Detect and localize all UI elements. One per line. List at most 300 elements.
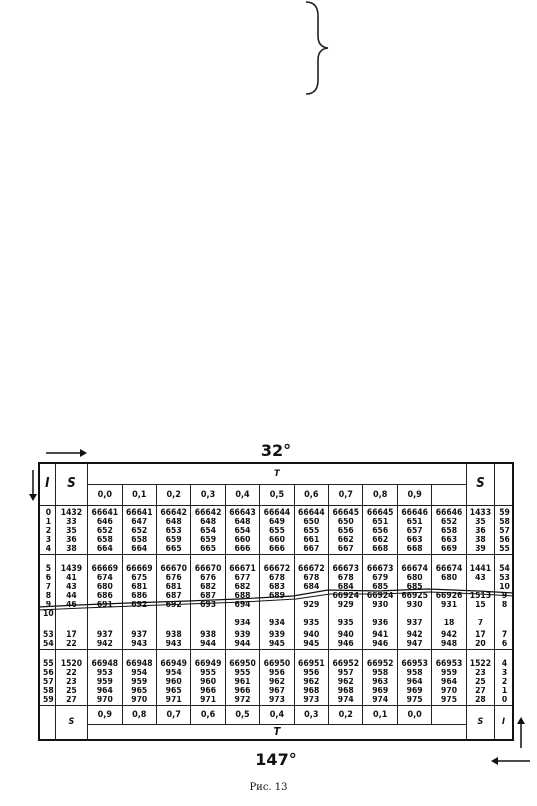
s-value: 43: [55, 583, 87, 592]
table-cell: [88, 619, 122, 628]
spacer: [39, 555, 55, 563]
table-row: [39, 562, 513, 574]
table-row: [39, 601, 513, 610]
s-right-value: 25: [466, 678, 494, 687]
spacer: [88, 555, 122, 563]
table-cell: 962: [260, 678, 294, 687]
s-value: 35: [55, 527, 87, 536]
spacer: [495, 555, 513, 563]
spacer: [397, 650, 431, 658]
row-index: 5: [39, 562, 55, 574]
row-index-right: 3: [495, 669, 513, 678]
table-cell: 658: [122, 536, 156, 545]
table-cell: 656: [329, 527, 363, 536]
s-right-value: [466, 583, 494, 592]
top-col-label: 0,1: [122, 485, 156, 506]
t-header-top: T: [88, 463, 467, 485]
table-row: [39, 640, 513, 650]
s-right-value: 36: [466, 527, 494, 536]
table-cell: [55, 619, 87, 628]
row-index: 6: [39, 574, 55, 583]
spacer: [397, 555, 431, 563]
top-col-label: 0,2: [156, 485, 190, 506]
table-cell: [397, 610, 431, 619]
spacer: [156, 555, 190, 563]
table-row: [39, 506, 513, 519]
row-index: 0: [39, 506, 55, 519]
table-cell: 666: [260, 545, 294, 555]
table-cell: 660: [260, 536, 294, 545]
row-index: 9: [39, 601, 55, 610]
bottom-col-label: 0,8: [122, 706, 156, 725]
table-cell: 942: [397, 628, 431, 640]
arrow-down-left-icon: [28, 468, 38, 502]
spacer: [225, 555, 259, 563]
table-cell: 66642: [191, 506, 225, 519]
table-cell: 663: [432, 536, 466, 545]
table-cell: 655: [260, 527, 294, 536]
table-cell: 66924: [329, 592, 363, 601]
table-cell: 935: [329, 619, 363, 628]
table-cell: 66953: [432, 657, 466, 669]
table-row: [39, 657, 513, 669]
table-cell: [294, 610, 328, 619]
row-index-right: 8: [495, 601, 513, 610]
table-cell: 948: [432, 640, 466, 650]
table-cell: 686: [88, 592, 122, 601]
row-index: 8: [39, 592, 55, 601]
spacer: [39, 650, 55, 658]
table-cell: 648: [191, 518, 225, 527]
table-cell: 66641: [88, 506, 122, 519]
table-cell: 66952: [329, 657, 363, 669]
table-cell: 652: [88, 527, 122, 536]
table-cell: 968: [294, 687, 328, 696]
table-cell: 929: [294, 601, 328, 610]
table-row: [39, 574, 513, 583]
table-cell: 693: [191, 601, 225, 610]
table-cell: 66925: [397, 592, 431, 601]
table-cell: 946: [363, 640, 397, 650]
table-cell: 66948: [88, 657, 122, 669]
table-cell: 961: [225, 678, 259, 687]
table-cell: 957: [329, 669, 363, 678]
s-right-col-header: S: [466, 463, 494, 506]
table-cell: 664: [122, 545, 156, 555]
table-row: [39, 536, 513, 545]
table-cell: 692: [156, 601, 190, 610]
bottom-col-label: 0,3: [294, 706, 328, 725]
row-index: 7: [39, 583, 55, 592]
table-cell: 648: [156, 518, 190, 527]
spacer: [329, 650, 363, 658]
table-cell: 956: [260, 669, 294, 678]
table-row: [39, 610, 513, 619]
row-index-right: 55: [495, 545, 513, 555]
row-index-right: 7: [495, 628, 513, 640]
table-cell: 969: [397, 687, 431, 696]
table-cell: 651: [363, 518, 397, 527]
spacer: [495, 650, 513, 658]
table-cell: 646: [88, 518, 122, 527]
table-cell: [329, 610, 363, 619]
table-cell: 968: [329, 687, 363, 696]
s-value: 36: [55, 536, 87, 545]
top-col-label: 0,3: [191, 485, 225, 506]
table-cell: 940: [329, 628, 363, 640]
row-index-right: 53: [495, 574, 513, 583]
table-cell: 931: [432, 601, 466, 610]
s-value: 41: [55, 574, 87, 583]
row-index: 10: [39, 610, 55, 619]
table-cell: 682: [191, 583, 225, 592]
spacer: [55, 555, 87, 563]
table-cell: 959: [122, 678, 156, 687]
table-cell: 958: [363, 669, 397, 678]
table-row: [39, 669, 513, 678]
row-index-right: 9: [495, 592, 513, 601]
table-cell: 66672: [260, 562, 294, 574]
spacer: [88, 650, 122, 658]
table-cell: 943: [156, 640, 190, 650]
table-cell: 668: [397, 545, 431, 555]
s-right-value: 20: [466, 640, 494, 650]
table-cell: 66674: [432, 562, 466, 574]
table-cell: 964: [88, 687, 122, 696]
row-index: 2: [39, 527, 55, 536]
table-cell: 661: [294, 536, 328, 545]
table-cell: 658: [432, 527, 466, 536]
table-cell: 678: [329, 574, 363, 583]
table-cell: 66949: [156, 657, 190, 669]
table-cell: 664: [88, 545, 122, 555]
table-cell: 66950: [225, 657, 259, 669]
table-cell: 659: [191, 536, 225, 545]
row-index: 4: [39, 545, 55, 555]
table-cell: 675: [122, 574, 156, 583]
table-cell: 66948: [122, 657, 156, 669]
table-cell: 658: [88, 536, 122, 545]
table-cell: 647: [122, 518, 156, 527]
table-cell: 662: [363, 536, 397, 545]
table-cell: 66641: [122, 506, 156, 519]
row-index-right: 2: [495, 678, 513, 687]
right-col-header: [495, 463, 513, 506]
top-col-label: 0,0: [88, 485, 122, 506]
table-cell: 972: [225, 696, 259, 706]
table-cell: 666: [225, 545, 259, 555]
table-cell: 66674: [397, 562, 431, 574]
table-cell: 939: [225, 628, 259, 640]
table-cell: 960: [156, 678, 190, 687]
table-cell: 684: [329, 583, 363, 592]
top-col-label: 0,8: [363, 485, 397, 506]
table-cell: 657: [397, 527, 431, 536]
s-col-footer: S: [55, 706, 87, 741]
s-value: 1520: [55, 657, 87, 669]
table-cell: 955: [225, 669, 259, 678]
table-cell: 973: [260, 696, 294, 706]
table-cell: 674: [88, 574, 122, 583]
table-cell: 668: [363, 545, 397, 555]
table-cell: 691: [88, 601, 122, 610]
table-cell: 687: [156, 592, 190, 601]
table-cell: 66644: [260, 506, 294, 519]
left-col-footer: [39, 706, 55, 741]
table-cell: 930: [363, 601, 397, 610]
table-cell: 934: [260, 619, 294, 628]
arrow-left-bottom-icon: [490, 756, 532, 766]
table-cell: 66953: [397, 657, 431, 669]
table-cell: 663: [397, 536, 431, 545]
table-cell: [122, 619, 156, 628]
table-cell: 937: [122, 628, 156, 640]
s-value: 1432: [55, 506, 87, 519]
s-right-value: 43: [466, 574, 494, 583]
bottom-col-label: 0,7: [156, 706, 190, 725]
row-index: 55: [39, 657, 55, 669]
table-cell: 665: [191, 545, 225, 555]
table-cell: 66950: [260, 657, 294, 669]
table-cell: 66642: [156, 506, 190, 519]
table-cell: 66949: [191, 657, 225, 669]
t-header-bottom: T: [88, 725, 467, 741]
bottom-col-label: 0,9: [88, 706, 122, 725]
table-cell: 7: [466, 619, 494, 628]
table-cell: 655: [294, 527, 328, 536]
table-cell: 689: [260, 592, 294, 601]
row-index: 59: [39, 696, 55, 706]
spacer: [432, 555, 466, 563]
row-index: 53: [39, 628, 55, 640]
table-cell: 679: [363, 574, 397, 583]
table-cell: 66669: [88, 562, 122, 574]
table-cell: 971: [156, 696, 190, 706]
row-index-right: 6: [495, 640, 513, 650]
table-cell: 945: [260, 640, 294, 650]
table-cell: 681: [156, 583, 190, 592]
row-index: 58: [39, 687, 55, 696]
table-cell: [122, 610, 156, 619]
table-cell: 946: [329, 640, 363, 650]
table-cell: 669: [432, 545, 466, 555]
table-cell: 962: [329, 678, 363, 687]
table-cell: 66645: [329, 506, 363, 519]
table-cell: 942: [88, 640, 122, 650]
s-right-value: 1433: [466, 506, 494, 519]
table-cell: 937: [397, 619, 431, 628]
table-cell: 654: [191, 527, 225, 536]
table-cell: 66646: [432, 506, 466, 519]
table-cell: 958: [397, 669, 431, 678]
bottom-col-label: 0,0: [397, 706, 431, 725]
table-cell: 66671: [225, 562, 259, 574]
s-right-value: 15: [466, 601, 494, 610]
table-cell: 648: [225, 518, 259, 527]
table-cell: [260, 601, 294, 610]
table-cell: 964: [432, 678, 466, 687]
s-value: 1439: [55, 562, 87, 574]
table-row: [39, 678, 513, 687]
left-col-header: I: [39, 463, 55, 506]
spacer: [432, 650, 466, 658]
bottom-col-label: 0,5: [225, 706, 259, 725]
table-cell: 656: [363, 527, 397, 536]
table-cell: [88, 610, 122, 619]
table-cell: 970: [88, 696, 122, 706]
table-cell: 953: [88, 669, 122, 678]
row-index: 57: [39, 678, 55, 687]
table-cell: 966: [225, 687, 259, 696]
s-right-col-footer: S: [466, 706, 494, 741]
table-cell: 939: [260, 628, 294, 640]
table-cell: 66952: [363, 657, 397, 669]
table-cell: 681: [122, 583, 156, 592]
table-cell: 650: [294, 518, 328, 527]
s-right-value: 28: [466, 696, 494, 706]
spacer: [363, 555, 397, 563]
s-value: 44: [55, 592, 87, 601]
row-index: 56: [39, 669, 55, 678]
s-right-value: 35: [466, 518, 494, 527]
table-cell: 688: [225, 592, 259, 601]
table-cell: 678: [260, 574, 294, 583]
s-value: 46: [55, 601, 87, 610]
s-value: 33: [55, 518, 87, 527]
spacer: [260, 650, 294, 658]
spacer: [191, 555, 225, 563]
top-col-label: [432, 485, 466, 506]
table-cell: 954: [156, 669, 190, 678]
table-cell: 938: [191, 628, 225, 640]
row-index-right: 58: [495, 518, 513, 527]
table-cell: [191, 619, 225, 628]
table-row: [39, 527, 513, 536]
table-cell: 680: [432, 574, 466, 583]
s-value: 27: [55, 696, 87, 706]
table-cell: 682: [225, 583, 259, 592]
table-cell: [432, 583, 466, 592]
table-cell: 975: [397, 696, 431, 706]
spacer: [55, 650, 87, 658]
top-col-label: 0,7: [329, 485, 363, 506]
table-cell: 678: [294, 574, 328, 583]
table-row: [39, 687, 513, 696]
table-cell: 667: [294, 545, 328, 555]
table-cell: 665: [156, 545, 190, 555]
table-cell: 651: [397, 518, 431, 527]
table-cell: 662: [329, 536, 363, 545]
s-value: 23: [55, 678, 87, 687]
bottom-col-label: [432, 706, 466, 725]
s-right-value: 27: [466, 687, 494, 696]
table-cell: 659: [156, 536, 190, 545]
table-cell: 947: [397, 640, 431, 650]
s-value: 22: [55, 669, 87, 678]
bottom-angle: 147°: [255, 750, 297, 769]
table-cell: 667: [329, 545, 363, 555]
s-right-value: 38: [466, 536, 494, 545]
table-cell: 653: [156, 527, 190, 536]
table-cell: 18: [432, 619, 466, 628]
table-cell: 975: [432, 696, 466, 706]
s-right-value: 1441: [466, 562, 494, 574]
s-right-value: 1522: [466, 657, 494, 669]
table-cell: 945: [294, 640, 328, 650]
table-cell: 944: [225, 640, 259, 650]
table-cell: 970: [122, 696, 156, 706]
s-value: 22: [55, 640, 87, 650]
row-index-right: 4: [495, 657, 513, 669]
table-cell: 970: [432, 687, 466, 696]
table-cell: 685: [397, 583, 431, 592]
spacer: [363, 650, 397, 658]
row-index-right: 56: [495, 536, 513, 545]
table-cell: 966: [191, 687, 225, 696]
table-cell: 66643: [225, 506, 259, 519]
top-angle: 32°: [260, 441, 292, 460]
table-cell: [260, 610, 294, 619]
table-cell: 677: [225, 574, 259, 583]
bottom-col-label: 0,6: [191, 706, 225, 725]
arrow-right-top-icon: [44, 448, 88, 458]
bottom-col-label: 0,4: [260, 706, 294, 725]
spacer: [329, 555, 363, 563]
table-cell: 66644: [294, 506, 328, 519]
table-cell: 965: [156, 687, 190, 696]
table-cell: 974: [363, 696, 397, 706]
table-cell: 956: [294, 669, 328, 678]
table-cell: [225, 610, 259, 619]
row-index-right: 10: [495, 583, 513, 592]
table-cell: 692: [122, 601, 156, 610]
table-cell: 942: [432, 628, 466, 640]
top-col-label: 0,9: [397, 485, 431, 506]
s-value: 25: [55, 687, 87, 696]
table-cell: 676: [156, 574, 190, 583]
row-index-right: 0: [495, 696, 513, 706]
table-cell: 930: [397, 601, 431, 610]
table-cell: 971: [191, 696, 225, 706]
ephemeris-table: [38, 462, 514, 741]
table-cell: 687: [191, 592, 225, 601]
brace-mark: [300, 0, 340, 96]
table-cell: [156, 619, 190, 628]
table-cell: 685: [363, 583, 397, 592]
row-index-right: 59: [495, 506, 513, 519]
table-cell: [363, 610, 397, 619]
table-cell: 974: [329, 696, 363, 706]
top-col-label: 0,6: [294, 485, 328, 506]
table-cell: 935: [294, 619, 328, 628]
table-cell: 686: [122, 592, 156, 601]
arrow-up-right-icon: [516, 716, 526, 750]
table-cell: 66924: [363, 592, 397, 601]
table-cell: [156, 610, 190, 619]
spacer: [466, 650, 494, 658]
table-cell: 66645: [363, 506, 397, 519]
s-value: [55, 610, 87, 619]
spacer: [191, 650, 225, 658]
table-cell: 959: [88, 678, 122, 687]
table-cell: 66673: [329, 562, 363, 574]
table-cell: 940: [294, 628, 328, 640]
spacer: [122, 650, 156, 658]
table-cell: 955: [191, 669, 225, 678]
table-cell: 929: [329, 601, 363, 610]
spacer: [225, 650, 259, 658]
right-col-footer: I: [495, 706, 513, 741]
